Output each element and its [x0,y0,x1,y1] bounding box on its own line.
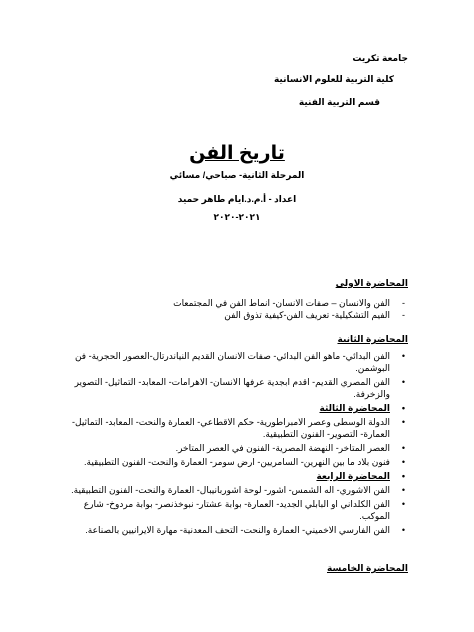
list-item [64,442,408,454]
list-item [64,416,408,440]
list-item [64,498,408,522]
department-name: قسم التربية الفنية [298,97,380,107]
section-heading-text: المحاضرة الثالثة [319,403,390,413]
lecture-1-heading: المحاضرة الاولى [335,278,408,288]
list-item [64,484,408,496]
bullet-icon: • [401,377,405,387]
list-item-text: الدولة الوسطى وعصر الامبراطورية- حكم الاقطاعي- العمارة والنحت- المعابد- التماثيل- العمارة- التصوير- الفنون التطبيقية. [72,417,390,439]
section-heading [64,402,408,414]
list-item [64,376,408,400]
bullet-icon: • [401,471,405,481]
prepared-by-line: اعداد - أ.م.د.ايام طاهر حميد [177,194,297,204]
stage-line: المرحلة الثانية- صباحي/ مسائي [169,170,305,180]
university-name: جامعة تكريت [352,53,408,63]
list-item-text: الفن الفارسي الاخميني- العمارة والنحت- التحف المعدنية- مهارة الايرانيين بالصناعة. [85,525,390,535]
list-item [64,456,408,468]
bullet-icon: • [401,499,405,509]
list-item-text: الفن المصري القديم- اقدم ابجدية عرفها الانسان- الاهرامات- المعابد- التماثيل- التصوير والزخرفة. [74,377,390,399]
academic-year: ٢٠٢١-٢٠٢٠ [213,212,261,222]
section-heading [64,470,408,482]
list-item-text: العصر المتاخر- النهضة المصرية- الفنون في العصر المتاخر. [175,443,390,453]
document-title: تاريخ الفن [189,143,285,164]
list-item [64,524,408,536]
lecture-5-heading: المحاضرة الخامسة [327,563,408,573]
bullet-icon: • [401,485,405,495]
list-item [64,350,408,374]
list-item-text: الفيم التشكيلية- تعريف الفن-كيفية تذوق الفن [224,310,390,320]
college-name: كلية التربية للعلوم الانسانية [273,74,394,84]
bullet-icon: • [401,525,405,535]
bullet-icon: - [402,310,405,320]
list-item-text: فنون بلاد ما بين النهرين- السامريين- ارض سومر- العمارة والنحت- الفنون التطبيقية. [84,457,390,467]
list-item-text: الفن الاشوري- اله الشمس- اشور- لوحة اشوربانيبال- العمارة والنحت- الفنون التطبيقية. [71,485,390,495]
bullet-icon: • [401,403,405,413]
bullet-icon: • [401,457,405,467]
lecture-1-list [64,297,408,321]
section-heading-text: المحاضرة الرابعة [316,471,390,481]
list-item [64,309,408,321]
list-item [64,297,408,309]
bullet-icon: • [401,351,405,361]
list-item-text: الفن البدائي- ماهو الفن البدائي- صفات الانسان القديم النياندرتال-العصور الحجرية- فن البوشمن. [74,351,390,373]
bullet-icon: • [401,443,405,453]
list-item-text: الفن والانسان – صفات الانسان- انماط الفن في المجتمعات [173,298,390,308]
bullet-icon: • [401,417,405,427]
lecture-2-heading: المحاضرة الثانية [337,334,408,344]
bullet-icon: - [402,298,405,308]
list-item-text: الفن الكلداني او البابلي الجديد- العمارة- بوابة عشتار- نبوخذنصر- بوابة مردوخ- شارع الموكب. [83,499,390,521]
lecture-2-list [64,350,408,538]
